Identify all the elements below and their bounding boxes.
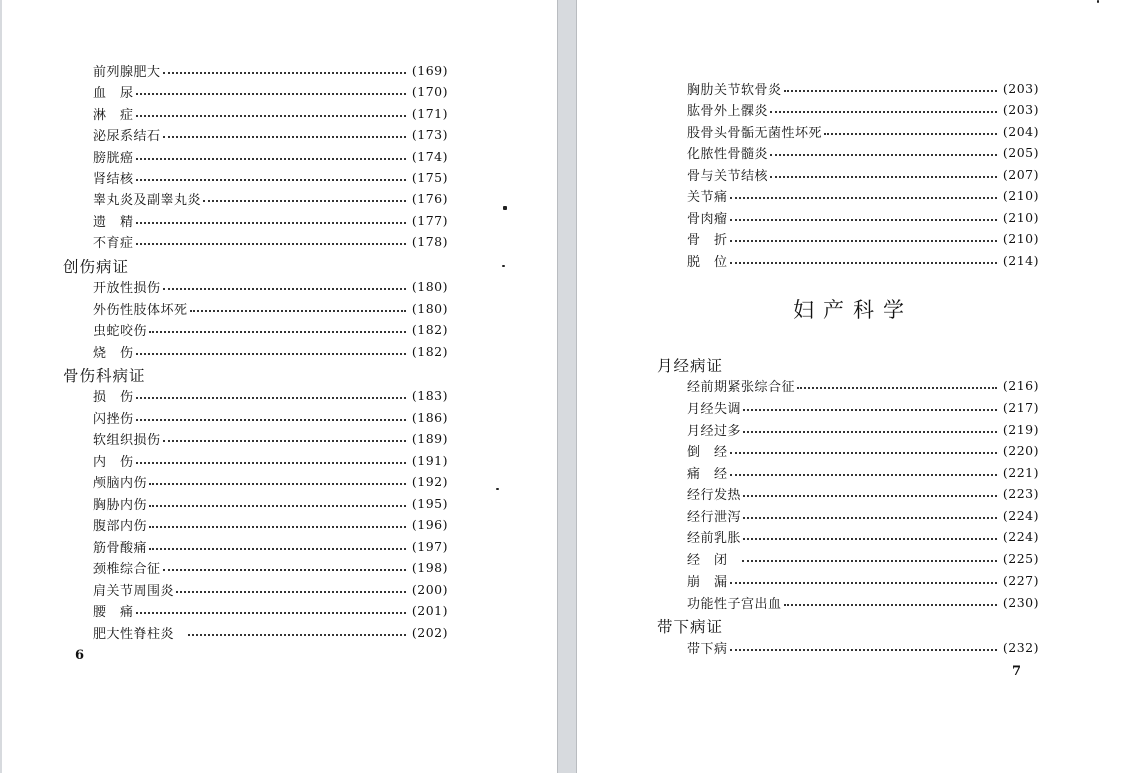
toc-entry[interactable]: 腰 痛 (201) xyxy=(93,602,448,620)
toc-entry[interactable]: 化脓性骨髓炎 (205) xyxy=(687,144,1039,162)
toc-entry[interactable]: 睾丸炎及副睾丸炎 (176) xyxy=(93,190,448,208)
toc-entry[interactable]: 腹部内伤 (196) xyxy=(93,516,448,534)
page-number: 7 xyxy=(1012,664,1022,679)
toc-entry[interactable]: 月经过多 (219) xyxy=(687,421,1039,439)
right-page xyxy=(576,0,1136,773)
toc-entry[interactable]: 肱骨外上髁炎 (203) xyxy=(687,101,1039,119)
toc-entry[interactable]: 经行发热 (223) xyxy=(687,485,1039,503)
toc-entry[interactable]: 股骨头骨骺无菌性坏死 (204) xyxy=(687,123,1039,141)
toc-entry[interactable]: 颅脑内伤 (192) xyxy=(93,473,448,491)
toc-entry[interactable]: 脱 位 (214) xyxy=(687,252,1039,270)
toc-entry[interactable]: 不育症 (178) xyxy=(93,233,448,251)
left-page xyxy=(2,0,558,773)
toc-entry[interactable]: 带下病 (232) xyxy=(687,639,1039,657)
section-heading: 骨伤科病证 xyxy=(63,367,146,385)
toc-entry[interactable]: 泌尿系结石 (173) xyxy=(93,126,448,144)
right-toc xyxy=(577,0,1136,773)
toc-entry[interactable]: 损 伤 (183) xyxy=(93,387,448,405)
toc-entry[interactable]: 经 闭 (225) xyxy=(687,550,1039,568)
toc-entry[interactable]: 倒 经 (220) xyxy=(687,442,1039,460)
toc-entry[interactable]: 胸肋关节软骨炎 (203) xyxy=(687,80,1039,98)
toc-entry[interactable]: 肩关节周围炎 (200) xyxy=(93,581,448,599)
toc-entry[interactable]: 骨 折 (210) xyxy=(687,230,1039,248)
section-heading: 创伤病证 xyxy=(63,258,130,276)
toc-entry[interactable]: 外伤性肢体坏死 (180) xyxy=(93,300,448,318)
toc-entry[interactable]: 月经失调 (217) xyxy=(687,399,1039,417)
toc-entry[interactable]: 内 伤 (191) xyxy=(93,452,448,470)
toc-entry[interactable]: 骨与关节结核 (207) xyxy=(687,166,1039,184)
toc-entry[interactable]: 膀胱癌 (174) xyxy=(93,148,448,166)
toc-entry[interactable]: 筋骨酸痛 (197) xyxy=(93,538,448,556)
toc-entry[interactable]: 痛 经 (221) xyxy=(687,464,1039,482)
section-heading: 带下病证 xyxy=(657,618,724,636)
toc-entry[interactable]: 功能性子宫出血 (230) xyxy=(687,594,1039,612)
toc-entry[interactable]: 血 尿 (170) xyxy=(93,83,448,101)
scan-speck xyxy=(496,488,499,490)
scan-speck xyxy=(1097,0,1099,3)
toc-entry[interactable]: 肾结核 (175) xyxy=(93,169,448,187)
toc-entry[interactable]: 崩 漏 (227) xyxy=(687,572,1039,590)
toc-entry[interactable]: 开放性损伤 (180) xyxy=(93,278,448,296)
toc-entry[interactable]: 经前乳胀 (224) xyxy=(687,528,1039,546)
section-heading: 月经病证 xyxy=(657,357,724,375)
toc-entry[interactable]: 经行泄泻 (224) xyxy=(687,507,1039,525)
toc-entry[interactable]: 肥大性脊柱炎 (202) xyxy=(93,624,448,642)
toc-entry[interactable]: 烧 伤 (182) xyxy=(93,343,448,361)
scan-speck xyxy=(503,206,507,210)
toc-entry[interactable]: 软组织损伤 (189) xyxy=(93,430,448,448)
scan-speck xyxy=(502,265,505,267)
toc-entry[interactable]: 虫蛇咬伤 (182) xyxy=(93,321,448,339)
chapter-title: 妇产科学 xyxy=(793,298,913,322)
toc-entry[interactable]: 遗 精 (177) xyxy=(93,212,448,230)
toc-entry[interactable]: 淋 症 (171) xyxy=(93,105,448,123)
toc-entry[interactable]: 骨肉瘤 (210) xyxy=(687,209,1039,227)
toc-entry[interactable]: 经前期紧张综合征 (216) xyxy=(687,377,1039,395)
toc-entry[interactable]: 关节痛 (210) xyxy=(687,187,1039,205)
toc-entry[interactable]: 胸胁内伤 (195) xyxy=(93,495,448,513)
left-toc xyxy=(2,0,557,773)
toc-entry[interactable]: 前列腺肥大 (169) xyxy=(93,62,448,80)
toc-entry[interactable]: 闪挫伤 (186) xyxy=(93,409,448,427)
page-number: 6 xyxy=(75,648,85,663)
toc-entry[interactable]: 颈椎综合征 (198) xyxy=(93,559,448,577)
